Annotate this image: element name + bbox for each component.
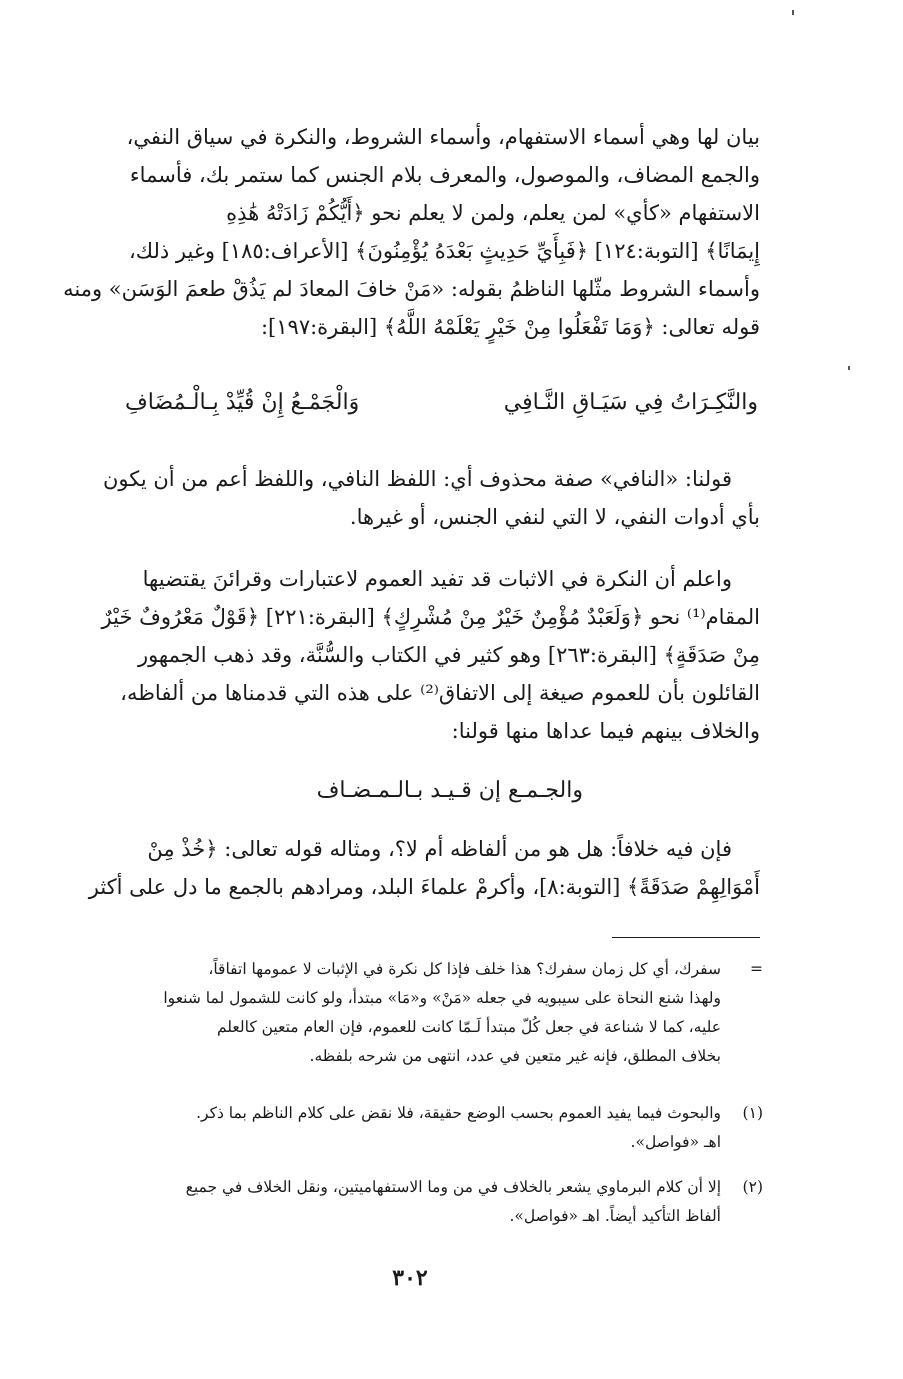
text-line: قولنا: «النافي» صفة محذوف أي: اللفظ النافي، واللفظ أعم من أن يكون	[103, 467, 732, 491]
verse-1-first-hemistich: والنَّكِـرَاتُ فِي سَيَـاقِ النَّـافِي	[503, 390, 758, 415]
footnote-number: (٢)	[742, 1178, 763, 1196]
footnote-separator	[612, 937, 760, 938]
text-line: قوله تعالى: ﴿وَمَا تَفْعَلُوا مِنْ خَيْرٍ يَعْلَمْهُ اللَّهُ﴾ [البقرة:١٩٧]:	[260, 315, 760, 339]
text-line: المقام⁽¹⁾ نحو ﴿وَلَعَبْدٌ مُؤْمِنٌ خَيْرٌ مِنْ مُشْرِكٍ﴾ [البقرة:٢٢١] ﴿قَوْلٌ مَعْرُوفٌ خَيْرٌ	[101, 605, 760, 629]
footnote-2	[100, 1173, 763, 1233]
text-line: والجمع المضاف، والموصول، والمعرف بلام الجنس كما ستمر بك، فأسماء	[129, 163, 760, 187]
text-line: واعلم أن النكرة في الاثبات قد تفيد العموم لاعتبارات وقرائنَ يقتضيها	[142, 567, 732, 591]
text-line: بيان لها وهي أسماء الاستفهام، وأسماء الشروط، والنكرة في سياق النفي،	[126, 125, 760, 149]
footnote-line: إلا أن كلام البرماوي يشعر بالخلاف في من وما الاستفهاميتين، ونقل الخلاف في جميع	[185, 1178, 721, 1196]
footnote-text	[100, 1173, 721, 1231]
text-line: الاستفهام «كأي» لمن يعلم، ولمن لا يعلم نحو ﴿أَيُّكُمْ زَادَتْهُ هَٰذِهِ	[226, 201, 760, 225]
footnote-line: عليه، كما لا شناعة في جعل كُلّ مبتدأ لَـمّا كانت للعموم، فإن العام متعين كالعلم	[216, 1018, 721, 1036]
footnote-line: سفرك، أي كل زمان سفرك؟ هذا خلف فإذا كل نكرة في الإثبات لا عمومها اتفاقاً،	[208, 960, 721, 978]
footnote-text	[100, 1099, 721, 1157]
text-line: فإن فيه خلافاً: هل هو من ألفاظه أم لا؟، ومثاله قوله تعالى: ﴿خُذْ مِنْ	[147, 837, 732, 861]
page-number: ٣٠٢	[392, 1265, 428, 1291]
footnote-number: (١)	[742, 1104, 763, 1122]
paragraph-4	[60, 830, 760, 906]
text-line: والخلاف بينهم فيما عداها منها قولنا:	[451, 719, 760, 743]
verse-1-second-hemistich: وَالْجَمْـعُ إِنْ قُيِّدْ بِـالْـمُضَافِ	[125, 390, 360, 415]
footnote-line: اهـ «فواصل».	[630, 1133, 721, 1151]
footnote-line: بخلاف المطلق، فإنه غير متعين في عدد، انتهى من شرحه بلفظه.	[309, 1047, 721, 1065]
verse-2: والجـمـع إن قـيـد بـالـمـضـاف	[316, 778, 583, 803]
footnote-text	[100, 955, 721, 1071]
text-line: مِنْ صَدَقَةٍ﴾ [البقرة:٢٦٣] وهو كثير في الكتاب والسُّنَّة، وقد ذهب الجمهور	[137, 643, 760, 667]
text-line: وأسماء الشروط مثّلها الناظمُ بقوله: «مَنْ خافَ المعادَ لم يَذُقْ طعمَ الوَسَن» ومنه	[63, 277, 760, 301]
footnote-continuation-marker: =	[750, 960, 763, 978]
text-line: بأي أدوات النفي، لا التي لنفي الجنس، أو غيرها.	[349, 505, 760, 529]
paragraph-1	[60, 118, 760, 346]
paragraph-2	[60, 460, 760, 536]
paragraph-3	[60, 560, 760, 750]
text-line: القائلون بأن للعموم صيغة إلى الاتفاق⁽²⁾ على هذه التي قدمناها من ألفاظه،	[120, 681, 760, 705]
footnote-continued	[100, 955, 763, 1075]
text-line: أَمْوَالِهِمْ صَدَقَةً﴾ [التوبة:٨]، وأكرمْ علماءَ البلد، ومرادهم بالجمع ما دل على أكثر	[88, 875, 760, 899]
scan-speck	[848, 366, 850, 370]
footnote-1	[100, 1099, 763, 1159]
scan-speck	[792, 10, 794, 15]
footnote-line: ألفاظ التأكيد أيضاً. اهـ «فواصل».	[509, 1207, 721, 1225]
footnote-line: ولهذا شنع النحاة على سيبويه في جعله «مَنْ» و«مَا» مبتدأ، ولو كانت للشمول لما شنعوا	[163, 989, 721, 1007]
footnote-line: والبحوث فيما يفيد العموم بحسب الوضع حقيقة، فلا نقض على كلام الناظم بما ذكر.	[196, 1104, 721, 1122]
text-line: إِيمَانًا﴾ [التوبة:١٢٤] ﴿فَبِأَيِّ حَدِيثٍ بَعْدَهُ يُؤْمِنُونَ﴾ [الأعراف:١٨٥] وغير ذلك،	[129, 239, 760, 263]
